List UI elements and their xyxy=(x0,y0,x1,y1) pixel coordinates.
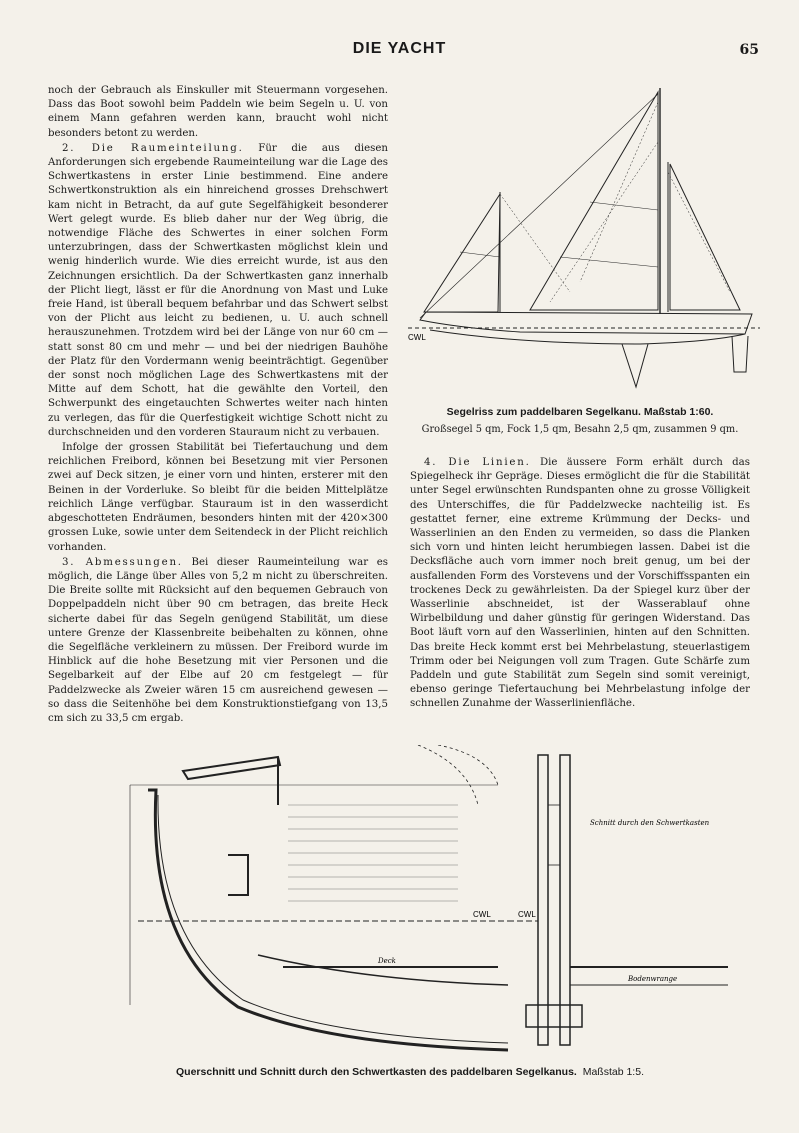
cwl-label-left: CWL xyxy=(473,910,491,919)
mizzen-sail xyxy=(670,164,740,310)
case-wall-right xyxy=(560,755,570,1045)
hull-outline xyxy=(420,312,752,334)
cwl-label-right: CWL xyxy=(518,910,536,919)
paragraph xyxy=(48,556,388,726)
caption-scale: Maßstab 1:5. xyxy=(582,1066,644,1078)
right-column xyxy=(410,456,750,713)
paragraph-text: Bei dieser Raumeinteilung war es möglich, die Länge über Alles von 5,2 m nicht zu überschreiten. Die Breite sollte mit Rücksicht auf den bequemen Gebrauch von Doppelpaddeln nicht über 90 cm betragen, das breite Heck sicherte dabei für das Segeln genügend Stabilität, um diese untere Grenze der Klassenbreite beibehalten zu können, ohne die Segelfläche verkleinern zu müssen. Der Freibord wurde im Hinblick auf die hohe Besetzung mit vier Personen und die Segelbarkeit auf der Elbe auf 20 cm festgelegt — für Paddelzwecke als Zweier wären 15 cm ausreichend gewesen — so dass die Seitenhöhe bei dem Konstruktionstiefgang von 13,5 cm sich zu 33,5 cm ergab. xyxy=(48,556,388,724)
section-label: Schnitt durch den Schwertkasten xyxy=(590,819,710,827)
fore-sail xyxy=(424,194,500,312)
section-heading: 4. Die Linien. xyxy=(424,457,531,468)
figure-caption: Segelriss zum paddelbaren Segelkanu. Maßstab 1:60. xyxy=(446,406,714,418)
case-wall-left xyxy=(538,755,548,1045)
deck-beam xyxy=(183,757,280,779)
section-heading: 3. Abmessungen. xyxy=(62,556,183,568)
centerboard xyxy=(622,344,648,387)
page-number: 65 xyxy=(739,42,759,58)
section-heading: 2. Die Raumeinteilung. xyxy=(62,142,244,154)
caption-text: Querschnitt und Schnitt durch den Schwertkasten des paddelbaren Segelkanus. xyxy=(176,1066,577,1078)
paragraph-text: Für die aus diesen Anforderungen sich ergebende Raumeinteilung war die Lage des Schwertkastens in erster Linie bestimmend. Eine andere Schwertkonstruktion als ein hinreichend grosses Drehschwert kam nicht in Betracht, da auf gute Segelfähigkeit besonderer Wert gelegt wurde. Es blieb daher nur der Weg übrig, die notwendige Fläche des Schwertes in einer solchen Form unterzubringen, dass der Schwertkasten möglichst klein und wenig hinderlich wurde. Wie dies erreicht wurde, ist aus den Zeichnungen ersichtlich. Da der Schwertkasten ganz innerhalb der Plicht liegt, lässt er für die Anordnung von Mast und Luke freie Hand, ist überall bequem befahrbar und das Schwert selbst von der Plicht aus leicht zu bedienen, u. U. auch schnell herauszunehmen. Trotzdem wird bei der Länge von nur 60 cm — statt sonst 80 cm und mehr — und bei der niedrigen Bauhöhe der Platz für den Vordermann wenig beeinträchtigt. Gegenüber der sonst noch möglichen Lage des Schwertkastens mit der Mitte auf dem Schott, hat die gewählte den Vorteil, den Schwerpunkt des eingetauchten Schwertes weiter nach hinten zu verlegen, das für die Querfestigkeit wichtige Schott nicht zu durchschneiden und den vorderen Stauraum nicht zu verbauen. xyxy=(48,142,388,438)
cwl-label: CWL xyxy=(408,333,426,342)
keel-block xyxy=(526,1005,582,1027)
figure-caption-bottom xyxy=(60,1066,760,1078)
main-sail xyxy=(530,92,658,310)
figure-subcaption: Großsegel 5 qm, Fock 1,5 qm, Besahn 2,5 qm, zusammen 9 qm. xyxy=(421,424,739,435)
deck-label: Deck xyxy=(378,957,396,965)
rudder xyxy=(732,336,748,372)
paragraph xyxy=(48,142,388,440)
paragraph: Infolge der grossen Stabilität bei Tiefertauchung und dem reichlichen Freibord, können bei Besetzung mit vier Personen zwei auf Deck sitzen, je einer vorn und hinten, ersterer mit den Beinen in der Vorderluke. So bleibt für die beiden Mittelplätze reichlich Länge verfügbar. Stauraum ist in den wasserdicht abgeschotteten Endräumen, besonders hinten mit der 420×300 grossen Luke, sowie unter dem Seitendeck in der Plicht reichlich vorhanden. xyxy=(48,442,388,553)
cross-section-figure xyxy=(128,745,748,1067)
paragraph: noch der Gebrauch als Einskuller mit Steuermann vorgesehen. Dass das Boot sowohl beim Paddeln wie beim Segeln u. U. von einem Mann gefahren werden kann, braucht wohl nicht besonders betont zu werden. xyxy=(48,85,388,139)
bodenwrange-label: Bodenwrange xyxy=(628,975,678,983)
left-column xyxy=(48,84,388,727)
paragraph xyxy=(410,456,750,712)
sail-plan-figure xyxy=(400,82,760,402)
running-header: DIE YACHT xyxy=(352,40,447,57)
paragraph-text: Die äussere Form erhält durch das Spiegelheck ihr Gepräge. Dieses ermöglicht die für die Stabilität unter Segel erwünschten Rundspanten ohne zu grosse Völligkeit des Unterschiffes, die für Paddelzwecke nachteilig ist. Es gestattet ferner, eine extreme Krümmung der Decks- und Wasserlinien an den Enden zu vermeiden, so dass die Planken sich vorn und hinten leicht herumbiegen lassen. Dabei ist die Decksfläche auch vorn immer noch breit genug, um bei der ausfallenden Form des Vorstevens und der Vorschiffsspanten ein trockenes Deck zu gewährleisten. Da der Spiegel kurz über der Wasserlinie abschneidet, ist der Wasserablauf ohne Wirbelbildung und daher günstig für geringen Widerstand. Das Boot läuft vorn auf den Wasserlinien, hinten auf den Schnitten. Das breite Heck kommt erst bei Mehrbelastung, steuerlastigem Trimm oder bei Neigungen voll zum Tragen. Gute Schärfe zum Paddeln und gute Stabilität zum Segeln sind somit vereinigt, ebenso geringe Tiefertauchung bei Mehrbelastung infolge der schnellen Zunahme der Wasserlinienfläche. xyxy=(410,457,750,710)
